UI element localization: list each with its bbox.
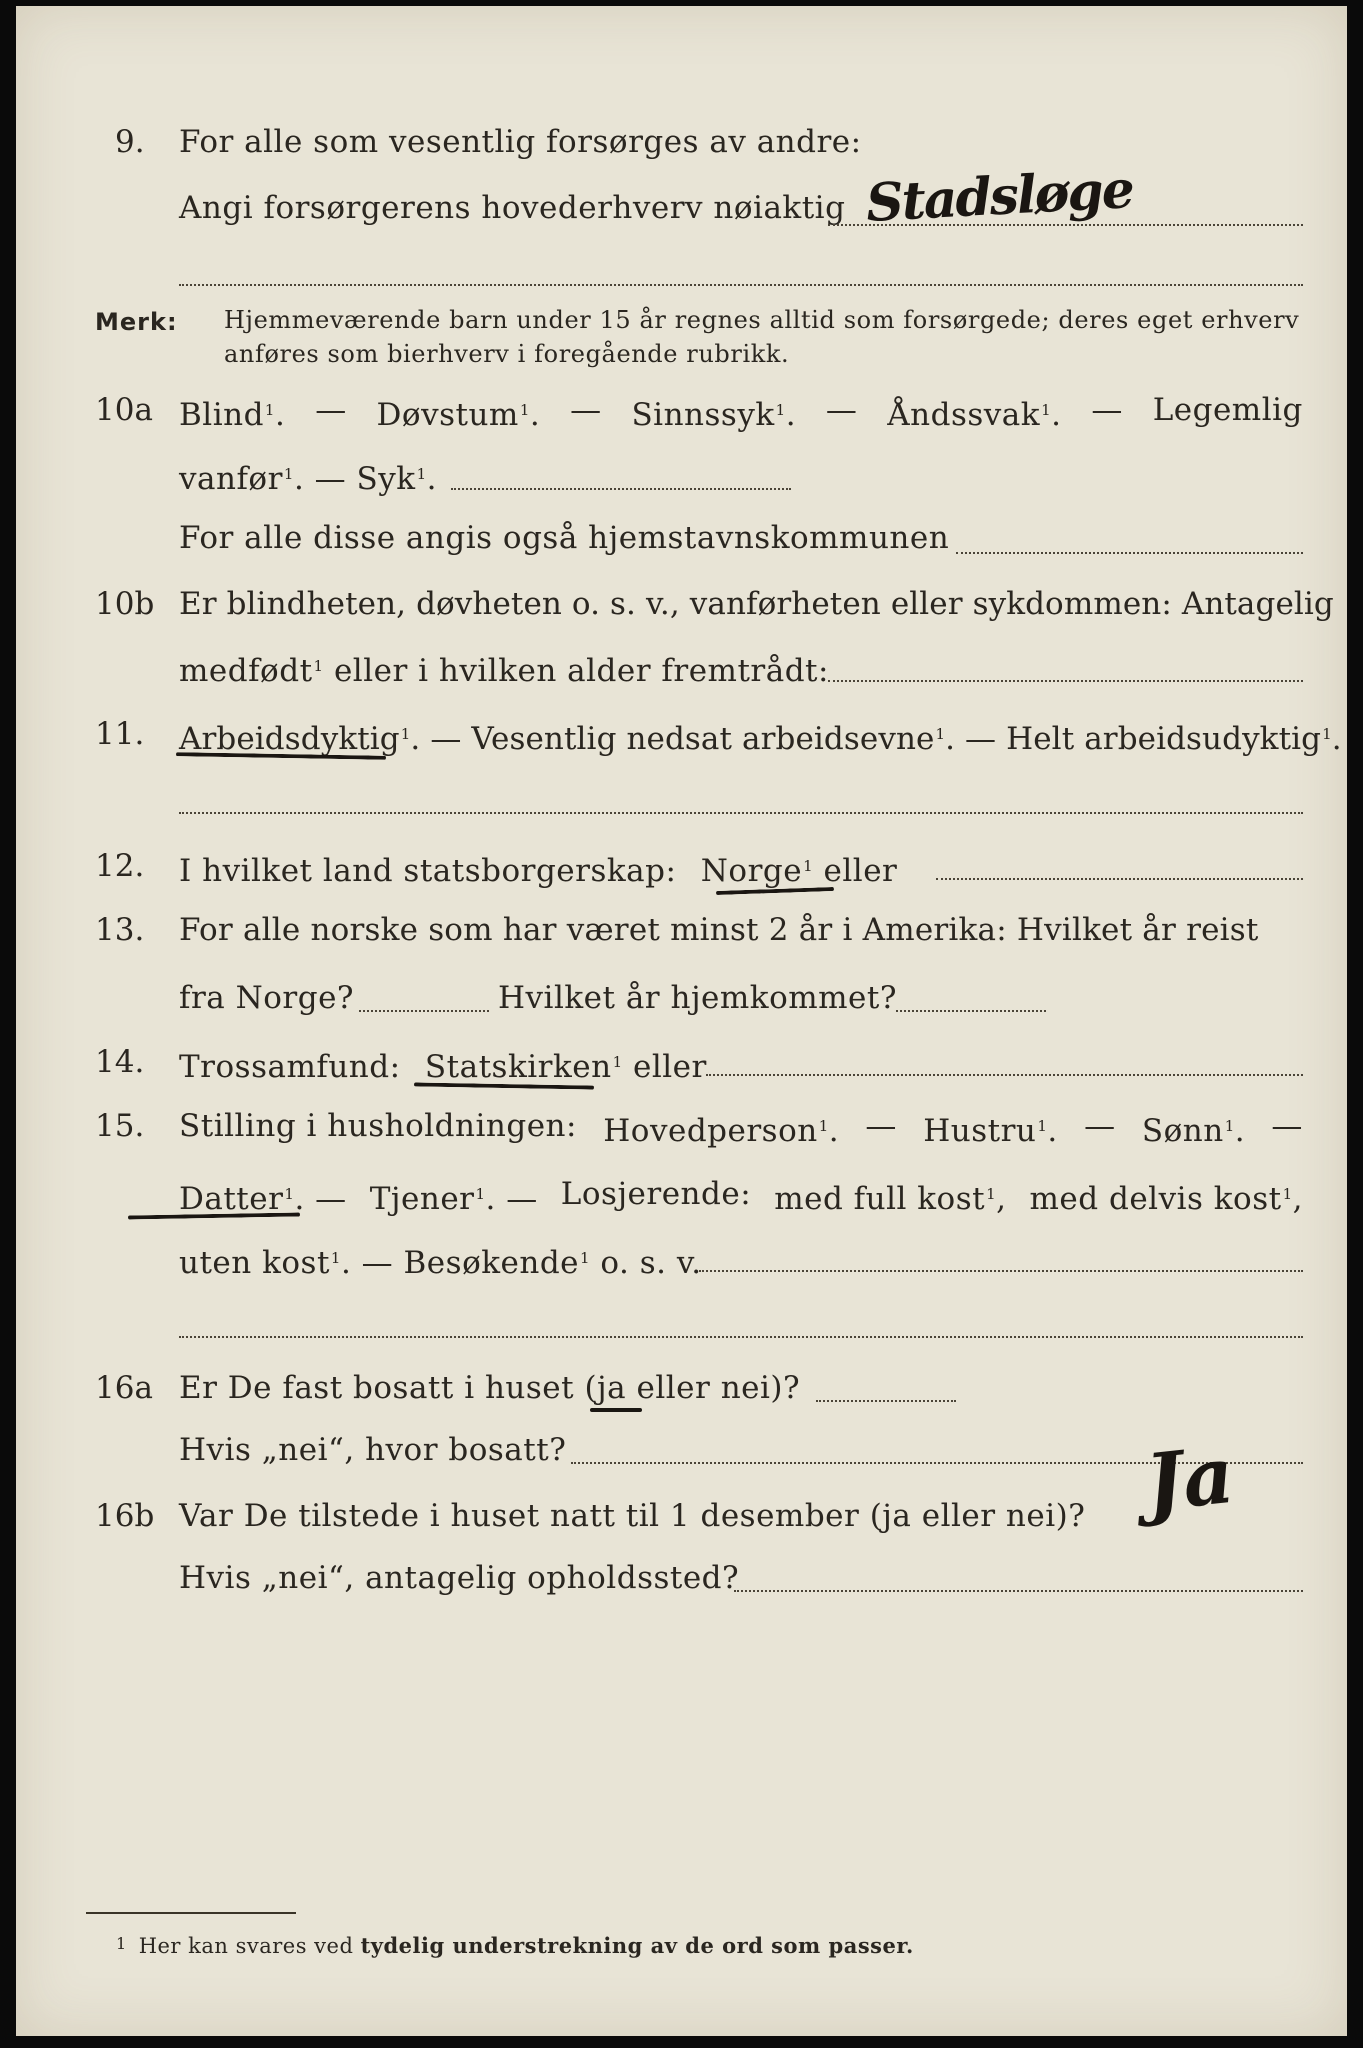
q15-line2: Datter$^1$. — Tjener$^1$. — Losjerende: med full kost$^1$, med delvis kost$^1$,	[179, 1176, 1303, 1217]
q11-nedsat[interactable]: Vesentlig nedsat arbeidsevne$^1$.	[471, 721, 956, 757]
q15-delvis-kost[interactable]: med delvis kost$^1$,	[1029, 1181, 1303, 1217]
q10a-legemlig[interactable]: Legemlig	[1152, 392, 1303, 428]
q13-number: 13.	[95, 912, 145, 948]
q9-number: 9.	[115, 124, 145, 160]
q10a-blind[interactable]: Blind$^1$.	[179, 397, 286, 433]
q9-line1: For alle som vesentlig forsørges av andre:	[179, 124, 862, 160]
footnote: 1 Her kan svares ved tydelig understrekning av de ord som passer.	[116, 1933, 914, 1958]
q10a-dovstum[interactable]: Døvstum$^1$.	[376, 397, 541, 433]
q15-tjener[interactable]: Tjener$^1$. —	[369, 1181, 538, 1217]
q16b-answer-line	[734, 1588, 1303, 1592]
q16a-underline-mark	[590, 1408, 642, 1412]
q15-line1: Stilling i husholdningen: Hovedperson$^1$. — Hustru$^1$. — Sønn$^1$. —	[179, 1108, 1303, 1149]
q15-answer-line	[699, 1268, 1303, 1272]
q10a-line3: For alle disse angis også hjemstavnskommunen	[179, 520, 950, 556]
q16b-handwritten-answer[interactable]: Ja	[1141, 1429, 1238, 1530]
q9-handwritten-answer[interactable]: Stadsløge	[864, 159, 1135, 234]
q13-reist-line	[359, 1008, 489, 1012]
q10a-andssvak[interactable]: Åndssvak$^1$.	[887, 397, 1062, 433]
q10a-syk-line	[451, 486, 791, 490]
merk-label: Merk:	[95, 308, 178, 336]
q15-hovedperson[interactable]: Hovedperson$^1$.	[603, 1113, 840, 1149]
q10b-line2: medfødt$^1$ eller i hvilken alder fremtrådt:	[179, 653, 829, 689]
q15-extra-line	[179, 1334, 1303, 1338]
q15-sonn[interactable]: Sønn$^1$.	[1141, 1113, 1246, 1149]
q13-hjem-line	[896, 1008, 1046, 1012]
q11-number: 11.	[95, 716, 145, 752]
q16a-line2: Hvis „nei“, hvor bosatt?	[179, 1432, 567, 1468]
q12-norge[interactable]: Norge$^1$	[700, 853, 814, 889]
q10a-kommune-line	[956, 550, 1303, 554]
q12-line: I hvilket land statsborgerskap: Norge$^1$ eller	[179, 853, 898, 889]
q16a-answer-line	[816, 1398, 956, 1402]
q11-arbeidsdyktig[interactable]: Arbeidsdyktig$^1$.	[179, 721, 421, 757]
q10b-age-line	[828, 678, 1303, 682]
q16b-number: 16b	[95, 1498, 155, 1534]
merk-line1: Hjemmeværende barn under 15 år regnes alltid som forsørgede; deres eget erhverv	[224, 306, 1300, 334]
q10b-line1: Er blindheten, døvheten o. s. v., vanførheten eller sykdommen: Antagelig	[179, 586, 1334, 622]
merk-line2: anføres som bierhverv i foregående rubrikk.	[224, 340, 790, 368]
q11-extra-line	[179, 810, 1303, 814]
q10a-vanfor[interactable]: vanfør$^1$.	[179, 461, 305, 497]
q12-number: 12.	[95, 848, 145, 884]
q14-statskirken[interactable]: Statskirken$^1$	[424, 1049, 623, 1085]
q15-hustru[interactable]: Hustru$^1$.	[923, 1113, 1058, 1149]
q12-answer-line	[936, 876, 1303, 880]
q14-number: 14.	[95, 1044, 145, 1080]
q14-line: Trossamfund: Statskirken$^1$ eller	[179, 1049, 707, 1085]
q15-datter[interactable]: Datter$^1$. —	[179, 1181, 347, 1217]
footnote-rule	[86, 1912, 296, 1914]
q9-line2: Angi forsørgerens hovederhverv nøiaktig	[179, 190, 846, 226]
q15-number: 15.	[95, 1108, 145, 1144]
q16a-number: 16a	[95, 1370, 153, 1406]
q15-line3: uten kost$^1$. — Besøkende$^1$ o. s. v.	[179, 1245, 702, 1281]
q11-line: Arbeidsdyktig$^1$. — Vesentlig nedsat arbeidsevne$^1$. — Helt arbeidsudyktig$^1$.	[179, 721, 1342, 757]
q14-answer-line	[706, 1072, 1303, 1076]
q9-extra-line	[179, 282, 1303, 286]
census-form-page	[16, 6, 1347, 2036]
q10a-number: 10a	[95, 392, 153, 428]
q10b-medfodt[interactable]: medfødt$^1$	[179, 653, 324, 689]
q10a-sinnssyk[interactable]: Sinnssyk$^1$.	[631, 397, 797, 433]
q15-besokende[interactable]: Besøkende$^1$	[403, 1245, 591, 1281]
q10b-number: 10b	[95, 586, 155, 622]
q11-udyktig[interactable]: Helt arbeidsudyktig$^1$.	[1006, 721, 1342, 757]
q10a-line1: Blind$^1$. — Døvstum$^1$. — Sinnssyk$^1$. — Åndssvak$^1$. — Legemlig	[179, 392, 1303, 433]
q10a-syk[interactable]: Syk$^1$.	[356, 461, 437, 497]
q13-line2b: Hvilket år hjemkommet?	[498, 980, 897, 1016]
q16b-line1: Var De tilstede i huset natt til 1 desember (ja eller nei)?	[179, 1498, 1086, 1534]
q13-line1: For alle norske som har været minst 2 år i Amerika: Hvilket år reist	[179, 912, 1259, 948]
q10a-line2: vanfør$^1$. — Syk$^1$.	[179, 461, 437, 497]
q15-full-kost[interactable]: med full kost$^1$,	[774, 1181, 1007, 1217]
q13-line2a: fra Norge?	[179, 980, 355, 1016]
q15-uten-kost[interactable]: uten kost$^1$.	[179, 1245, 352, 1281]
q16b-line2: Hvis „nei“, antagelig opholdssted?	[179, 1560, 740, 1596]
q16a-line1: Er De fast bosatt i huset (ja eller nei)?	[179, 1370, 801, 1406]
